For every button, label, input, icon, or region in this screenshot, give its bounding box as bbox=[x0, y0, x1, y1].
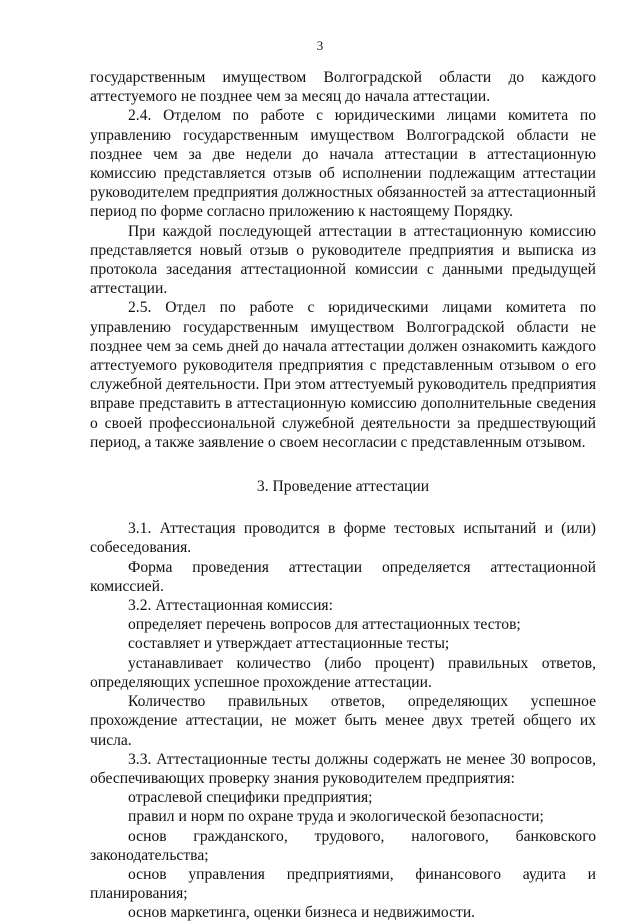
paragraph-3-1: 3.1. Аттестация проводится в форме тестовых испытаний и (или) собеседования. bbox=[90, 520, 596, 557]
list-item: основ управления предприятиями, финансового аудита и планирования; bbox=[90, 865, 596, 903]
paragraph-answer-count: Количество правильных ответов, определяющих успешное прохождение аттестации, не может быть менее двух третей общего их числа. bbox=[90, 693, 596, 749]
paragraph-continuation: государственным имуществом Волгоградской области до каждого аттестуемого не позднее чем за месяц до начала аттестации. bbox=[90, 69, 596, 106]
paragraph-3-2: 3.2. Аттестационная комиссия: bbox=[128, 597, 333, 615]
paragraph-3-3: 3.3. Аттестационные тесты должны содержать не менее 30 вопросов, обеспечивающих проверку знания руководителем предприятия: bbox=[90, 750, 596, 787]
list-item: устанавливает количество (либо процент) правильных ответов, определяющих успешное прохождение аттестации. bbox=[90, 654, 596, 691]
list-item: правил и норм по охране труда и экологической безопасности; bbox=[128, 808, 544, 826]
list-item: составляет и утверждает аттестационные тесты; bbox=[128, 635, 450, 653]
document-body bbox=[90, 68, 596, 923]
list-item: определяет перечень вопросов для аттестационных тестов; bbox=[128, 616, 521, 634]
paragraph-2-5: 2.5. Отдел по работе с юридическими лицами комитета по управлению государственным имуществом Волгоградской области не позднее чем за семь дней до начала аттестации должен ознакомить каждого аттестуемого руководителя предприятия с представленным отзывом о его служебной деятельности. При этом аттестуемый руководитель предприятия вправе представить в аттестационную комиссию дополнительные сведения о своей профессиональной служебной деятельности за предшествующий период, а также заявление о своем несогласии с представленным отзывом. bbox=[90, 299, 596, 451]
paragraph-form: Форма проведения аттестации определяется аттестационной комиссией. bbox=[90, 558, 596, 595]
page-number: 3 bbox=[316, 38, 324, 53]
paragraph-2-4: 2.4. Отделом по работе с юридическими лицами комитета по управлению государственным имуществом Волгоградской области не позднее чем за две недели до начала аттестации в аттестационную комиссию представляется отзыв об исполнении подлежащим аттестации руководителем предприятия должностных обязанностей за аттестационный период по форме согласно приложению к настоящему Порядку. bbox=[90, 107, 596, 221]
list-item: отраслевой специфики предприятия; bbox=[128, 789, 373, 807]
list-item: основ гражданского, трудового, налогового, банковского законодательства; bbox=[90, 827, 596, 864]
section-heading: 3. Проведение аттестации bbox=[256, 478, 430, 496]
paragraph-subsequent-attestation: При каждой последующей аттестации в аттестационную комиссию представляется новый отзыв о руководителе предприятия и выписка из протокола заседания аттестационной комиссии с данными предыдущей аттестации. bbox=[90, 222, 596, 298]
list-item: основ маркетинга, оценки бизнеса и недвижимости. bbox=[128, 904, 476, 922]
